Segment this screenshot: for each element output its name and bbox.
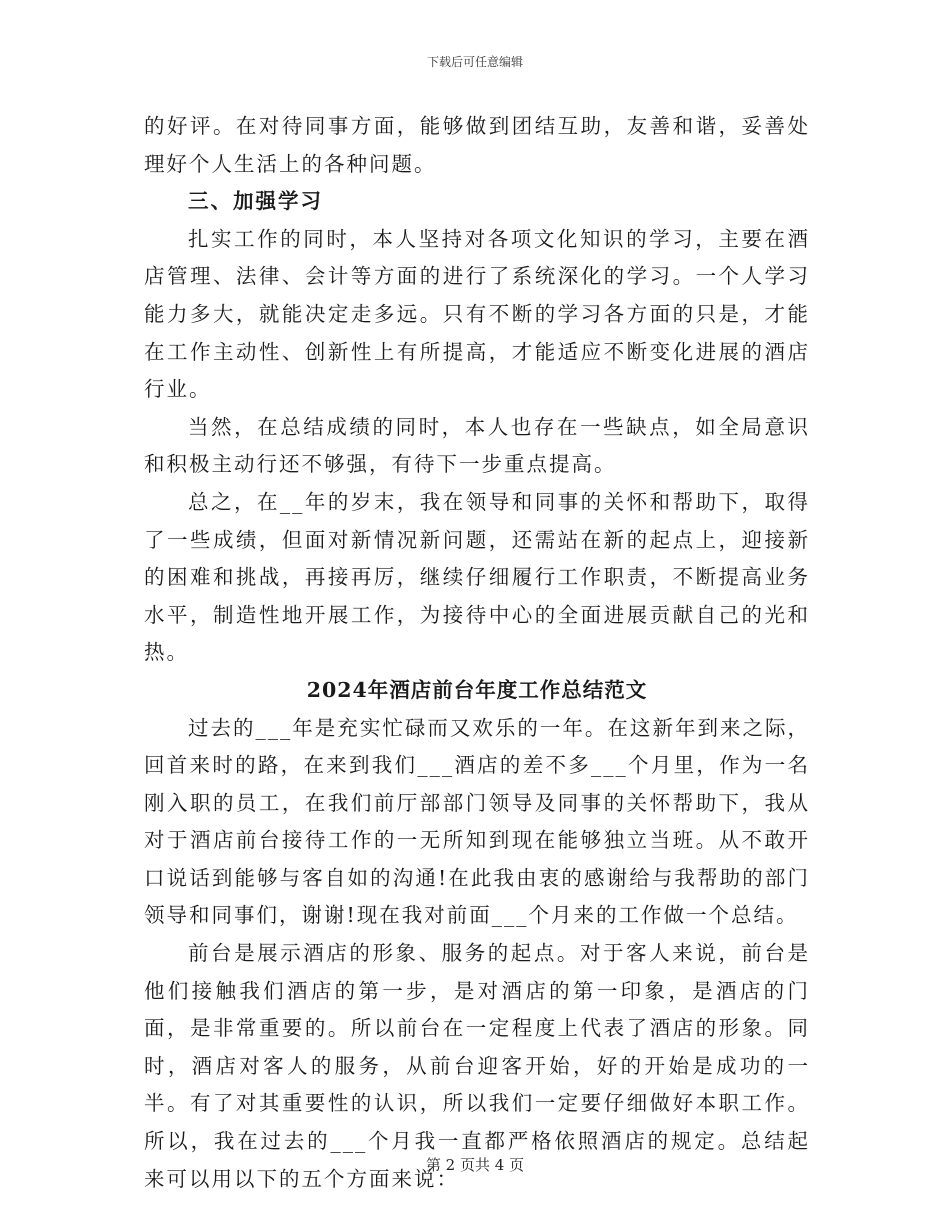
section-heading: 三、加强学习 — [188, 189, 323, 214]
body-paragraph: 前台是展示酒店的形象、服务的起点。对于客人来说，前台是他们接触我们酒店的第一步，是对酒店的第一印象，是酒店的门面，是非常重要的。所以前台在一定程度上代表了酒店的形象。同时，酒店对客人的服务，从前台迎客开始，好的开始是成功的一半。有了对其重要性的认识，所以我们一定要仔细做好本职工作。所以，我在过去的___个月我一直都严格依照酒店的规定。总结起来可以用以下的五个方面来说： — [144, 941, 810, 1191]
body-paragraph: 当然，在总结成绩的同时，本人也存在一些缺点，如全局意识和积极主动行还不够强，有待下一步重点提高。 — [144, 414, 810, 477]
body-paragraph: 总之，在__年的岁末，我在领导和同事的关怀和帮助下，取得了一些成绩，但面对新情况新问题，还需站在新的起点上，迎接新的困难和挑战，再接再厉，继续仔细履行工作职责，不断提高业务水平，制造性地开展工作，为接待中心的全面进展贡献自己的光和热。 — [144, 489, 810, 665]
document-body — [144, 108, 810, 1198]
body-paragraph: 过去的___年是充实忙碌而又欢乐的一年。在这新年到来之际，回首来时的路，在来到我们___酒店的差不多___个月里，作为一名刚入职的员工，在我们前厅部部门领导及同事的关怀帮助下，我从对于酒店前台接待工作的一无所知到现在能够独立当班。从不敢开口说话到能够与客自如的沟通!在此我由衷的感谢给与我帮助的部门领导和同事们，谢谢!现在我对前面___个月来的工作做一个总结。 — [144, 715, 810, 928]
page-footer-number: 第 2 页共 4 页 — [425, 1156, 525, 1174]
body-paragraph: 扎实工作的同时，本人坚持对各项文化知识的学习，主要在酒店管理、法律、会计等方面的进行了系统深化的学习。一个人学习能力多大，就能决定走多远。只有不断的学习各方面的只是，才能在工作主动性、创新性上有所提高，才能适应不断变化进展的酒店行业。 — [144, 226, 810, 402]
continuation-paragraph: 的好评。在对待同事方面，能够做到团结互助，友善和谐，妥善处理好个人生活上的各种问题。 — [144, 114, 810, 176]
document-title: 2024年酒店前台年度工作总结范文 — [306, 677, 648, 702]
page-header-note: 下载后可任意编辑 — [426, 55, 523, 69]
